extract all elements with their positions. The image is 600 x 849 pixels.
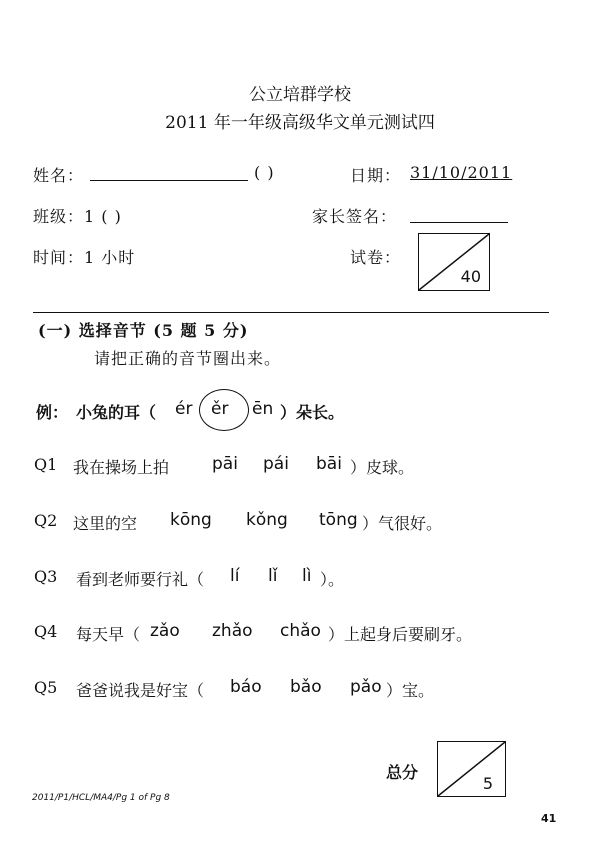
q1-after: ）皮球。	[350, 458, 415, 477]
example-option-3: ēn	[252, 399, 274, 419]
school-name: 公立培群学校	[249, 85, 351, 105]
page-number: 41	[541, 812, 557, 825]
total-value: 5	[482, 774, 493, 793]
q5-before: 爸爸说我是好宝（	[76, 681, 205, 700]
q4-before: 每天早（	[76, 625, 141, 644]
q3-option-1: lí	[230, 566, 240, 586]
q2-id: Q2	[34, 511, 58, 530]
q2-before: 这里的空	[73, 514, 138, 533]
divider	[33, 312, 549, 313]
q5-option-3: pǎo	[350, 677, 382, 697]
example-text-before: 小兔的耳（	[76, 403, 157, 422]
q3-id: Q3	[34, 567, 58, 586]
q2-option-3: tōng	[319, 510, 358, 530]
q4-option-3: chǎo	[280, 621, 321, 641]
example-option-2: ěr	[211, 399, 229, 419]
test-title: 2011 年一年级高级华文单元测试四	[165, 113, 435, 133]
parent-sign-line	[410, 222, 508, 223]
paper-total: 40	[460, 267, 481, 286]
q2-option-2: kǒng	[246, 510, 288, 530]
class-label: 班级：1 ( )	[33, 207, 122, 226]
name-label: 姓名：	[33, 166, 85, 185]
total-label: 总分	[386, 763, 419, 782]
q4-option-2: zhǎo	[212, 621, 253, 641]
q5-after: ）宝。	[386, 681, 435, 700]
q4-after: ）上起身后要刷牙。	[328, 625, 473, 644]
paper-score-box	[418, 233, 490, 291]
q3-option-2: lǐ	[268, 566, 278, 586]
q1-option-3: bāi	[316, 454, 342, 474]
q5-option-2: bǎo	[290, 677, 322, 697]
section-instruction: 请把正确的音节圈出来。	[94, 349, 282, 368]
q1-option-2: pái	[263, 454, 289, 474]
time-label: 时间：1 小时	[33, 248, 136, 267]
example-text-after: ）朵长。	[280, 403, 345, 422]
q4-option-1: zǎo	[150, 621, 180, 641]
section-heading: (一) 选择音节 (5 题 5 分)	[38, 321, 249, 340]
page-code: 2011/P1/HCL/MA4/Pg 1 of Pg 8	[32, 793, 170, 803]
q2-option-1: kōng	[170, 510, 212, 530]
name-line	[90, 180, 248, 181]
q2-after: ）气很好。	[362, 514, 443, 533]
q5-id: Q5	[34, 678, 58, 697]
q3-before: 看到老师要行礼（	[76, 570, 205, 589]
q3-after: ）。	[320, 570, 345, 589]
q1-id: Q1	[34, 455, 58, 474]
name-paren: ( )	[254, 163, 275, 182]
date-label: 日期：	[350, 166, 402, 185]
example-label: 例：	[36, 403, 69, 422]
example-option-1: ér	[175, 399, 193, 419]
q5-option-1: báo	[230, 677, 262, 697]
total-diagonal	[438, 742, 505, 796]
q3-option-3: lì	[302, 566, 312, 586]
q1-option-1: pāi	[212, 454, 238, 474]
total-score-box	[437, 741, 506, 797]
parent-sign-label: 家长签名：	[312, 207, 398, 226]
date-value: 31/10/2011	[410, 163, 513, 182]
q4-id: Q4	[34, 622, 58, 641]
q1-before: 我在操场上拍	[73, 458, 170, 477]
paper-label: 试卷：	[350, 248, 402, 267]
